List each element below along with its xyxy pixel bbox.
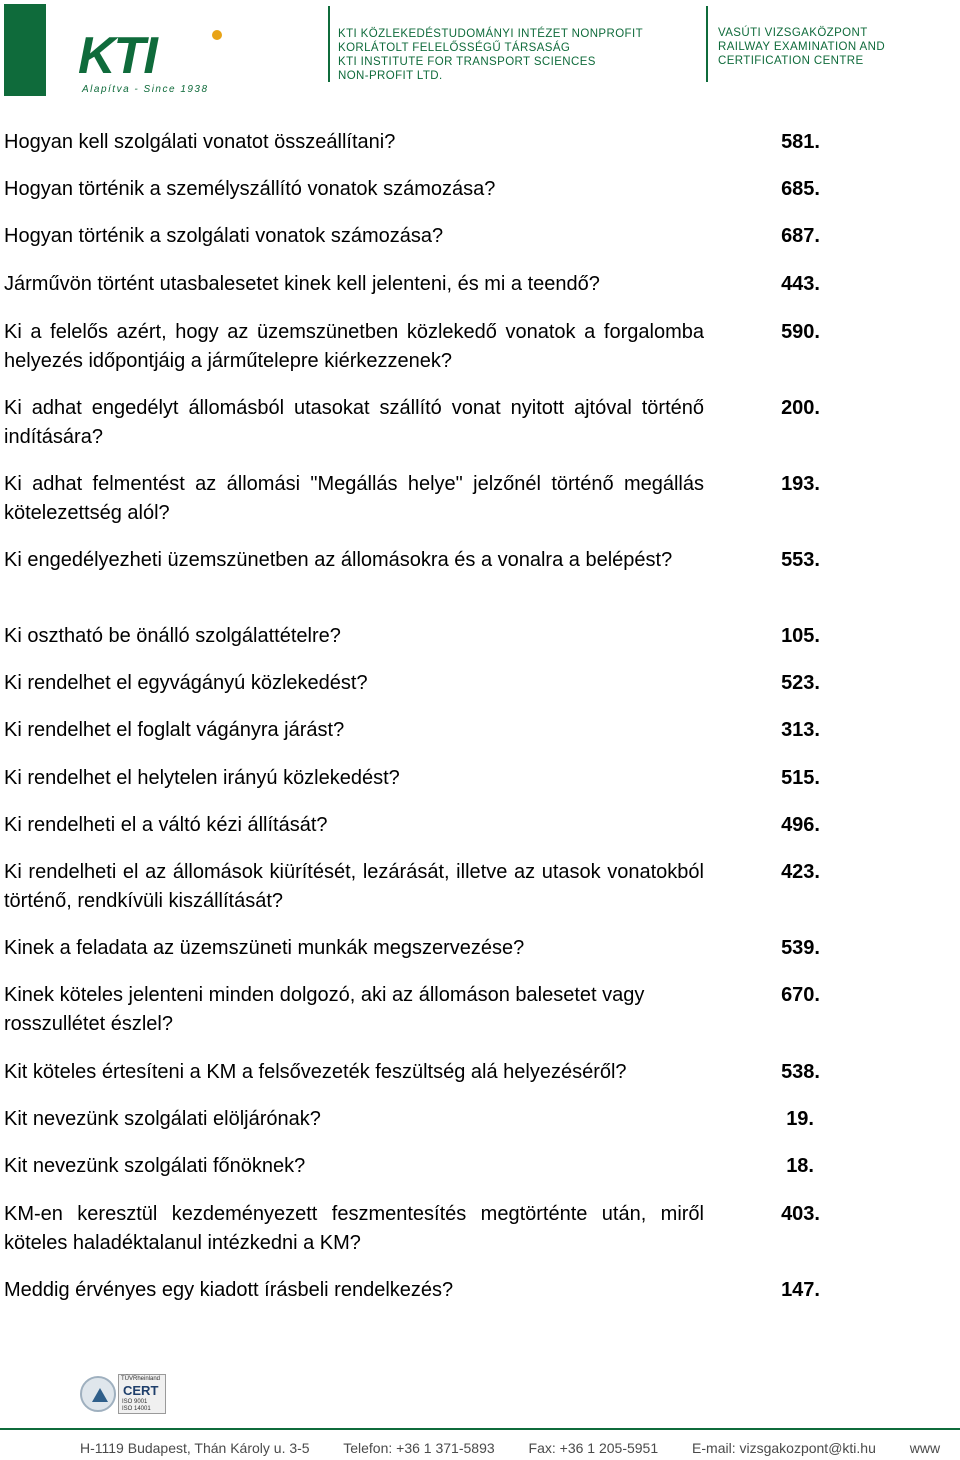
page-number: 523. bbox=[781, 672, 820, 694]
logo-accent-dot bbox=[212, 30, 222, 40]
kti-logo bbox=[78, 28, 228, 98]
question-text: Kit köteles értesíteni a KM a felsővezeték feszültség alá helyezéséről? bbox=[4, 1061, 627, 1083]
cert-brand: TÜVRheinland bbox=[121, 1376, 161, 1382]
kti-line: KTI INSTITUTE FOR TRANSPORT SCIENCES bbox=[338, 56, 596, 68]
header-divider bbox=[706, 6, 708, 82]
logo-tagline: Alapítva - Since 1938 bbox=[82, 84, 209, 95]
page-number: 18. bbox=[786, 1155, 814, 1177]
page-header bbox=[0, 0, 960, 100]
kti-line: NON-PROFIT LTD. bbox=[338, 70, 443, 82]
page-number: 539. bbox=[781, 937, 820, 959]
question-text: Ki rendelheti el a váltó kézi állítását? bbox=[4, 814, 328, 836]
page-number: 200. bbox=[781, 397, 820, 419]
vvk-line: CERTIFICATION CENTRE bbox=[718, 55, 864, 67]
page-number: 670. bbox=[781, 984, 820, 1006]
question-text: Ki a felelős azért, hogy az üzemszünetben közlekedő vonatok a forgalomba helyezés időpontjáig a járműtelepre kiérkezzenek? bbox=[4, 321, 704, 372]
vvk-line: RAILWAY EXAMINATION AND bbox=[718, 41, 886, 53]
kti-line: KTI KÖZLEKEDÉSTUDOMÁNYI INTÉZET NONPROFIT bbox=[338, 28, 643, 40]
question-text: Ki rendelhet el egyvágányú közlekedést? bbox=[4, 672, 368, 694]
brand-color-bar bbox=[4, 4, 46, 96]
question-text: Meddig érvényes egy kiadott írásbeli rendelkezés? bbox=[4, 1279, 454, 1301]
kti-organization-name bbox=[338, 27, 643, 83]
footer-contact bbox=[80, 1440, 960, 1456]
page-number: 553. bbox=[781, 549, 820, 571]
page-number: 403. bbox=[781, 1203, 820, 1225]
tuv-cert-box bbox=[118, 1374, 166, 1414]
question-text: Hogyan történik a személyszállító vonatok számozása? bbox=[4, 178, 496, 200]
question-text: Ki osztható be önálló szolgálattételre? bbox=[4, 625, 341, 647]
logo-wordmark: KTI bbox=[78, 27, 156, 85]
question-text: Kinek köteles jelenteni minden dolgozó, aki az állomáson balesetet vagy rosszullétet észlel? bbox=[4, 984, 645, 1035]
question-text: Ki adhat engedélyt állomásból utasokat szállító vonat nyitott ajtóval történő indítására? bbox=[4, 397, 704, 448]
page-number: 147. bbox=[781, 1279, 820, 1301]
footer-phone: Telefon: +36 1 371-5893 bbox=[343, 1440, 495, 1456]
cert-iso-item: ISO 14001 bbox=[122, 1406, 151, 1412]
question-text: Ki rendelhet el helytelen irányú közlekedést? bbox=[4, 767, 400, 789]
question-text: Kit nevezünk szolgálati elöljárónak? bbox=[4, 1108, 321, 1130]
cert-seal-icon bbox=[80, 1376, 116, 1412]
question-text: Járművön történt utasbalesetet kinek kell jelenteni, és mi a teendő? bbox=[4, 273, 600, 295]
header-divider bbox=[328, 6, 330, 82]
page-number: 423. bbox=[781, 861, 820, 883]
page-number: 496. bbox=[781, 814, 820, 836]
page-number: 538. bbox=[781, 1061, 820, 1083]
question-text: Ki rendelheti el az állomások kiürítését, lezárását, illetve az utasok vonatokból történő, rendkívüli kiszállítását? bbox=[4, 861, 704, 912]
footer-fax: Fax: +36 1 205-5951 bbox=[528, 1440, 659, 1456]
question-text: Hogyan történik a szolgálati vonatok számozása? bbox=[4, 225, 444, 247]
kti-line: KORLÁTOLT FELELŐSSÉGŰ TÁRSASÁG bbox=[338, 42, 571, 54]
page-number: 19. bbox=[786, 1108, 814, 1130]
page-number: 515. bbox=[781, 767, 820, 789]
page-number: 685. bbox=[781, 178, 820, 200]
footer-divider bbox=[0, 1428, 960, 1430]
question-text: Ki rendelhet el foglalt vágányra járást? bbox=[4, 719, 345, 741]
question-text: KM-en keresztül kezdeményezett feszmentesítés megtörténte után, miről köteles haladéktalanul intézkedni a KM? bbox=[4, 1203, 704, 1254]
footer-email[interactable]: E-mail: vizsgakozpont@kti.hu bbox=[692, 1440, 876, 1456]
footer-address: H-1119 Budapest, Thán Károly u. 3-5 bbox=[80, 1440, 310, 1456]
question-text: Hogyan kell szolgálati vonatot összeállítani? bbox=[4, 131, 396, 153]
cert-label: CERT bbox=[123, 1383, 159, 1398]
question-text: Ki adhat felmentést az állomási "Megállás helye" jelzőnél történő megállás kötelezettség alól? bbox=[4, 473, 704, 524]
cert-iso-item: ISO 9001 bbox=[122, 1399, 148, 1405]
footer-web[interactable]: www bbox=[909, 1440, 941, 1456]
question-text: Kinek a feladata az üzemszüneti munkák megszervezése? bbox=[4, 937, 525, 959]
vvk-line: VASÚTI VIZSGAKÖZPONT bbox=[718, 27, 868, 39]
page-number: 687. bbox=[781, 225, 820, 247]
page-number: 105. bbox=[781, 625, 820, 647]
exam-centre-name bbox=[718, 26, 885, 68]
page-number: 193. bbox=[781, 473, 820, 495]
certification-badge bbox=[80, 1374, 166, 1414]
question-text: Kit nevezünk szolgálati főnöknek? bbox=[4, 1155, 306, 1177]
page-number: 443. bbox=[781, 273, 820, 295]
page-number: 313. bbox=[781, 719, 820, 741]
page-number: 590. bbox=[781, 321, 820, 343]
page-number: 581. bbox=[781, 131, 820, 153]
question-text: Ki engedélyezheti üzemszünetben az állomásokra és a vonalra a belépést? bbox=[4, 549, 673, 571]
cert-iso-list bbox=[122, 1399, 151, 1413]
